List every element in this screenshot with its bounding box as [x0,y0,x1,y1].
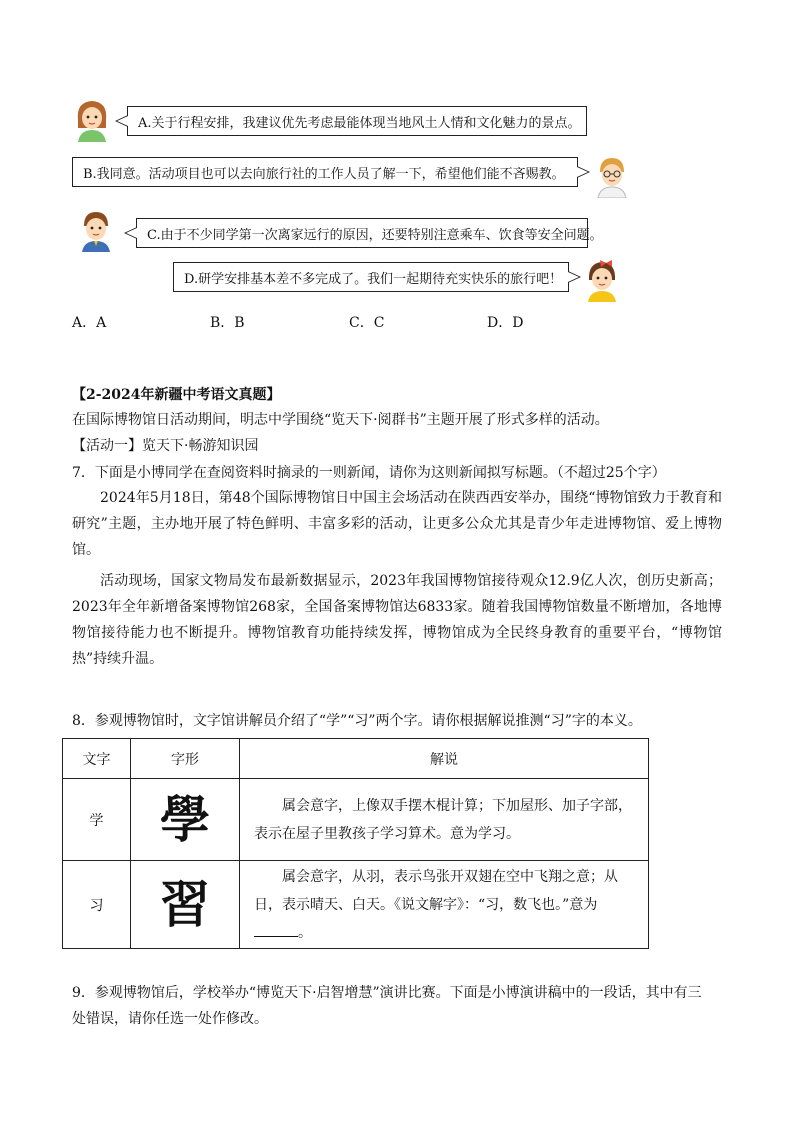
girl-avatar-icon [72,98,112,142]
boy-avatar-icon [76,208,116,252]
question-9-line-2: 处错误，请你任选一处作修改。 [72,1011,268,1027]
character-table [62,738,649,949]
answer-blank[interactable] [254,922,298,937]
option-a[interactable]: A．A [72,315,107,331]
table-row [63,861,649,949]
dialogue-text-c: C.由于不少同学第一次离家远行的原因，还要特别注意乘车、饮食等安全问题。 [147,227,603,243]
row-character: 习 [63,861,131,949]
explanation-xi-suffix: 。 [298,924,312,941]
dialogue-bubble-d [173,262,569,292]
news-paragraph-1: 2024年5月18日，第48个国际博物馆日中国主会场活动在陕西西安举办，围绕“博物馆致力于教育和研究”主题，主办地开展了特色鲜明、丰富多彩的活动，让更多公众尤其是青少年走进博物馆、爱上博物馆。 [72,490,722,558]
dialogue-bubble-c [136,218,603,248]
explanation-xue: 属会意字，上像双手摆木棍计算；下加屋形、加子字部，表示在屋子里教孩子学习算术。意为学习。 [254,797,632,842]
girl-bow-avatar-icon [582,258,622,302]
ancient-glyph-xue [131,779,240,861]
ancient-glyph-xi [131,861,240,949]
header-explanation: 解说 [240,739,649,779]
glyph-xue: 學 [160,789,210,849]
activity-heading: 【活动一】览天下·畅游知识园 [72,438,259,454]
news-paragraph-2: 活动现场，国家文物局发布最新数据显示，2023年我国博物馆接待观众12.9亿人次，创历史新高；2023年全年新增备案博物馆268家，全国备案博物馆达6833家。随着我国博物馆数量不断增加，各地博物馆接待能力也不断提升。博物馆教育功能持续发挥，博物馆成为全民终身教育的重要平台，“博物馆热”持续升温。 [72,573,722,667]
option-c[interactable]: C．C [349,315,385,331]
section-intro: 在国际博物馆日活动期间，明志中学围绕“览天下·阅群书”主题开展了形式多样的活动。 [72,412,609,428]
glyph-xi: 習 [160,874,210,934]
table-header-row [63,739,649,779]
dialogue-text-d: D.研学安排基本差不多完成了。我们一起期待充实快乐的旅行吧！ [184,271,563,287]
dialogue-bubble-b [72,157,578,187]
boy-glasses-avatar-icon [592,154,632,198]
dialogue-text-a: A.关于行程安排，我建议优先考虑最能体现当地风土人情和文化魅力的景点。 [138,115,581,131]
table-row [63,779,649,861]
header-character: 文字 [63,739,131,779]
row-explanation [240,861,649,949]
question-9-line-1: 9．参观博物馆后，学校举办“博览天下·启智增慧”演讲比赛。下面是小博演讲稿中的一段话，其中有三 [72,985,702,1001]
row-explanation [240,779,649,861]
option-b[interactable]: B．B [210,315,245,331]
explanation-xi: 属会意字，从羽，表示鸟张开双翅在空中飞翔之意；从日，表示晴天、白天。《说文解字》：“习，数飞也。”意为 [254,868,618,913]
source-heading: 【2-2024年新疆中考语文真题】 [72,387,281,403]
dialogue-bubble-a [127,106,587,136]
header-glyph: 字形 [131,739,240,779]
question-7-prompt: 7．下面是小博同学在查阅资料时摘录的一则新闻，请你为这则新闻拟写标题。（不超过25个字） [72,465,666,481]
row-character: 学 [63,779,131,861]
question-8-prompt: 8．参观博物馆时，文字馆讲解员介绍了“学”“习”两个字。请你根据解说推测“习”字的本义。 [72,713,642,729]
dialogue-text-b: B.我同意。活动项目也可以去向旅行社的工作人员了解一下，希望他们能不吝赐教。 [83,166,565,182]
option-d[interactable]: D．D [487,315,524,331]
